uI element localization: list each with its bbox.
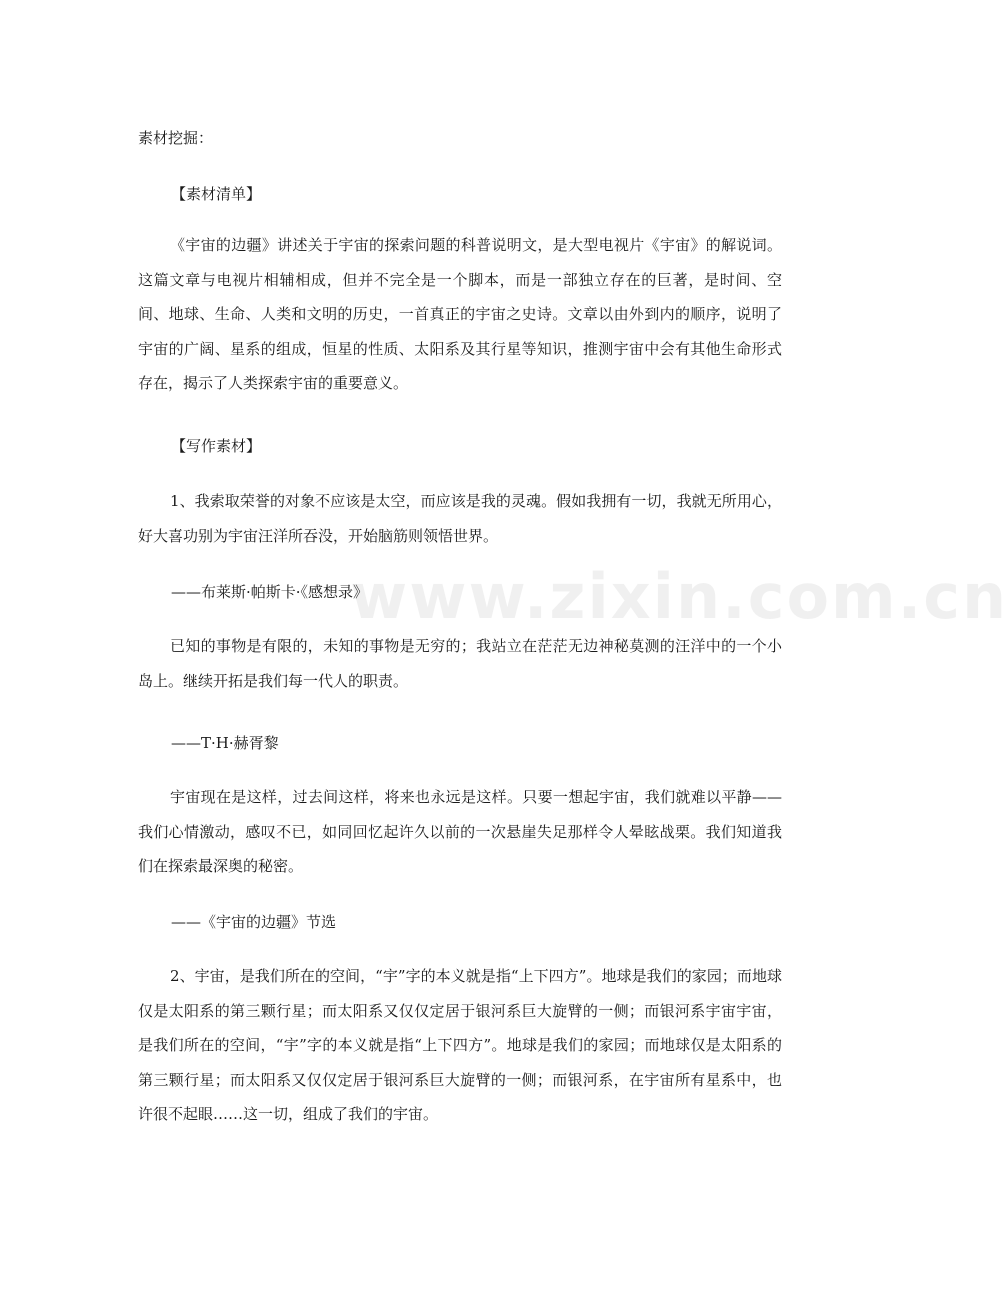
quote-2-paragraph: 已知的事物是有限的，未知的事物是无穷的；我站立在茫茫无边神秘莫测的汪洋中的一个小岛上。继续开拓是我们每一代人的职责。 [138, 637, 782, 690]
section-title-material-list: 【素材清单】 [171, 185, 262, 203]
quote-3-source: ——《宇宙的边疆》节选 [171, 913, 337, 931]
quote-2-source: ——T·H·赫胥黎 [171, 734, 279, 752]
quote-3-paragraph: 宇宙现在是这样，过去间这样，将来也永远是这样。只要一想起宇宙，我们就难以平静——我们心情激动，感叹不已，如同回忆起许久以前的一次悬崖失足那样令人晕眩战栗。我们知道我们在探索最深奥的秘密。 [138, 788, 782, 875]
item-2-paragraph: 2、宇宙，是我们所在的空间，“宇”字的本义就是指“上下四方”。地球是我们的家园；而地球仅是太阳系的第三颗行星；而太阳系又仅仅定居于银河系巨大旋臂的一侧；而银河系宇宙宇宙，是我们所在的空间，“宇”字的本义就是指“上下四方”。地球是我们的家园；而地球仅是太阳系的第三颗行星；而太阳系又仅仅定居于银河系巨大旋臂的一侧；而银河系，在宇宙所有星系中，也许很不起眼……这一切，组成了我们的宇宙。 [138, 967, 782, 1123]
quote-1-paragraph: 1、我索取荣誉的对象不应该是太空，而应该是我的灵魂。假如我拥有一切，我就无所用心，好大喜功别为宇宙汪洋所吞没，开始脑筋则领悟世界。 [138, 492, 782, 545]
material-list-paragraph: 《宇宙的边疆》讲述关于宇宙的探索问题的科普说明文，是大型电视片《宇宙》的解说词。这篇文章与电视片相辅相成，但并不完全是一个脚本，而是一部独立存在的巨著，是时间、空间、地球、生命、人类和文明的历史，一首真正的宇宙之史诗。文章以由外到内的顺序，说明了宇宙的广阔、星系的组成，恒星的性质、太阳系及其行星等知识，推测宇宙中会有其他生命形式存在，揭示了人类探索宇宙的重要意义。 [138, 236, 782, 392]
quote-1-source: ——布莱斯·帕斯卡·《感想录》 [171, 583, 369, 601]
document-heading: 素材挖掘： [138, 129, 214, 147]
watermark: www.zixin.com.cn [350, 560, 1008, 633]
section-title-writing-material: 【写作素材】 [171, 437, 262, 455]
